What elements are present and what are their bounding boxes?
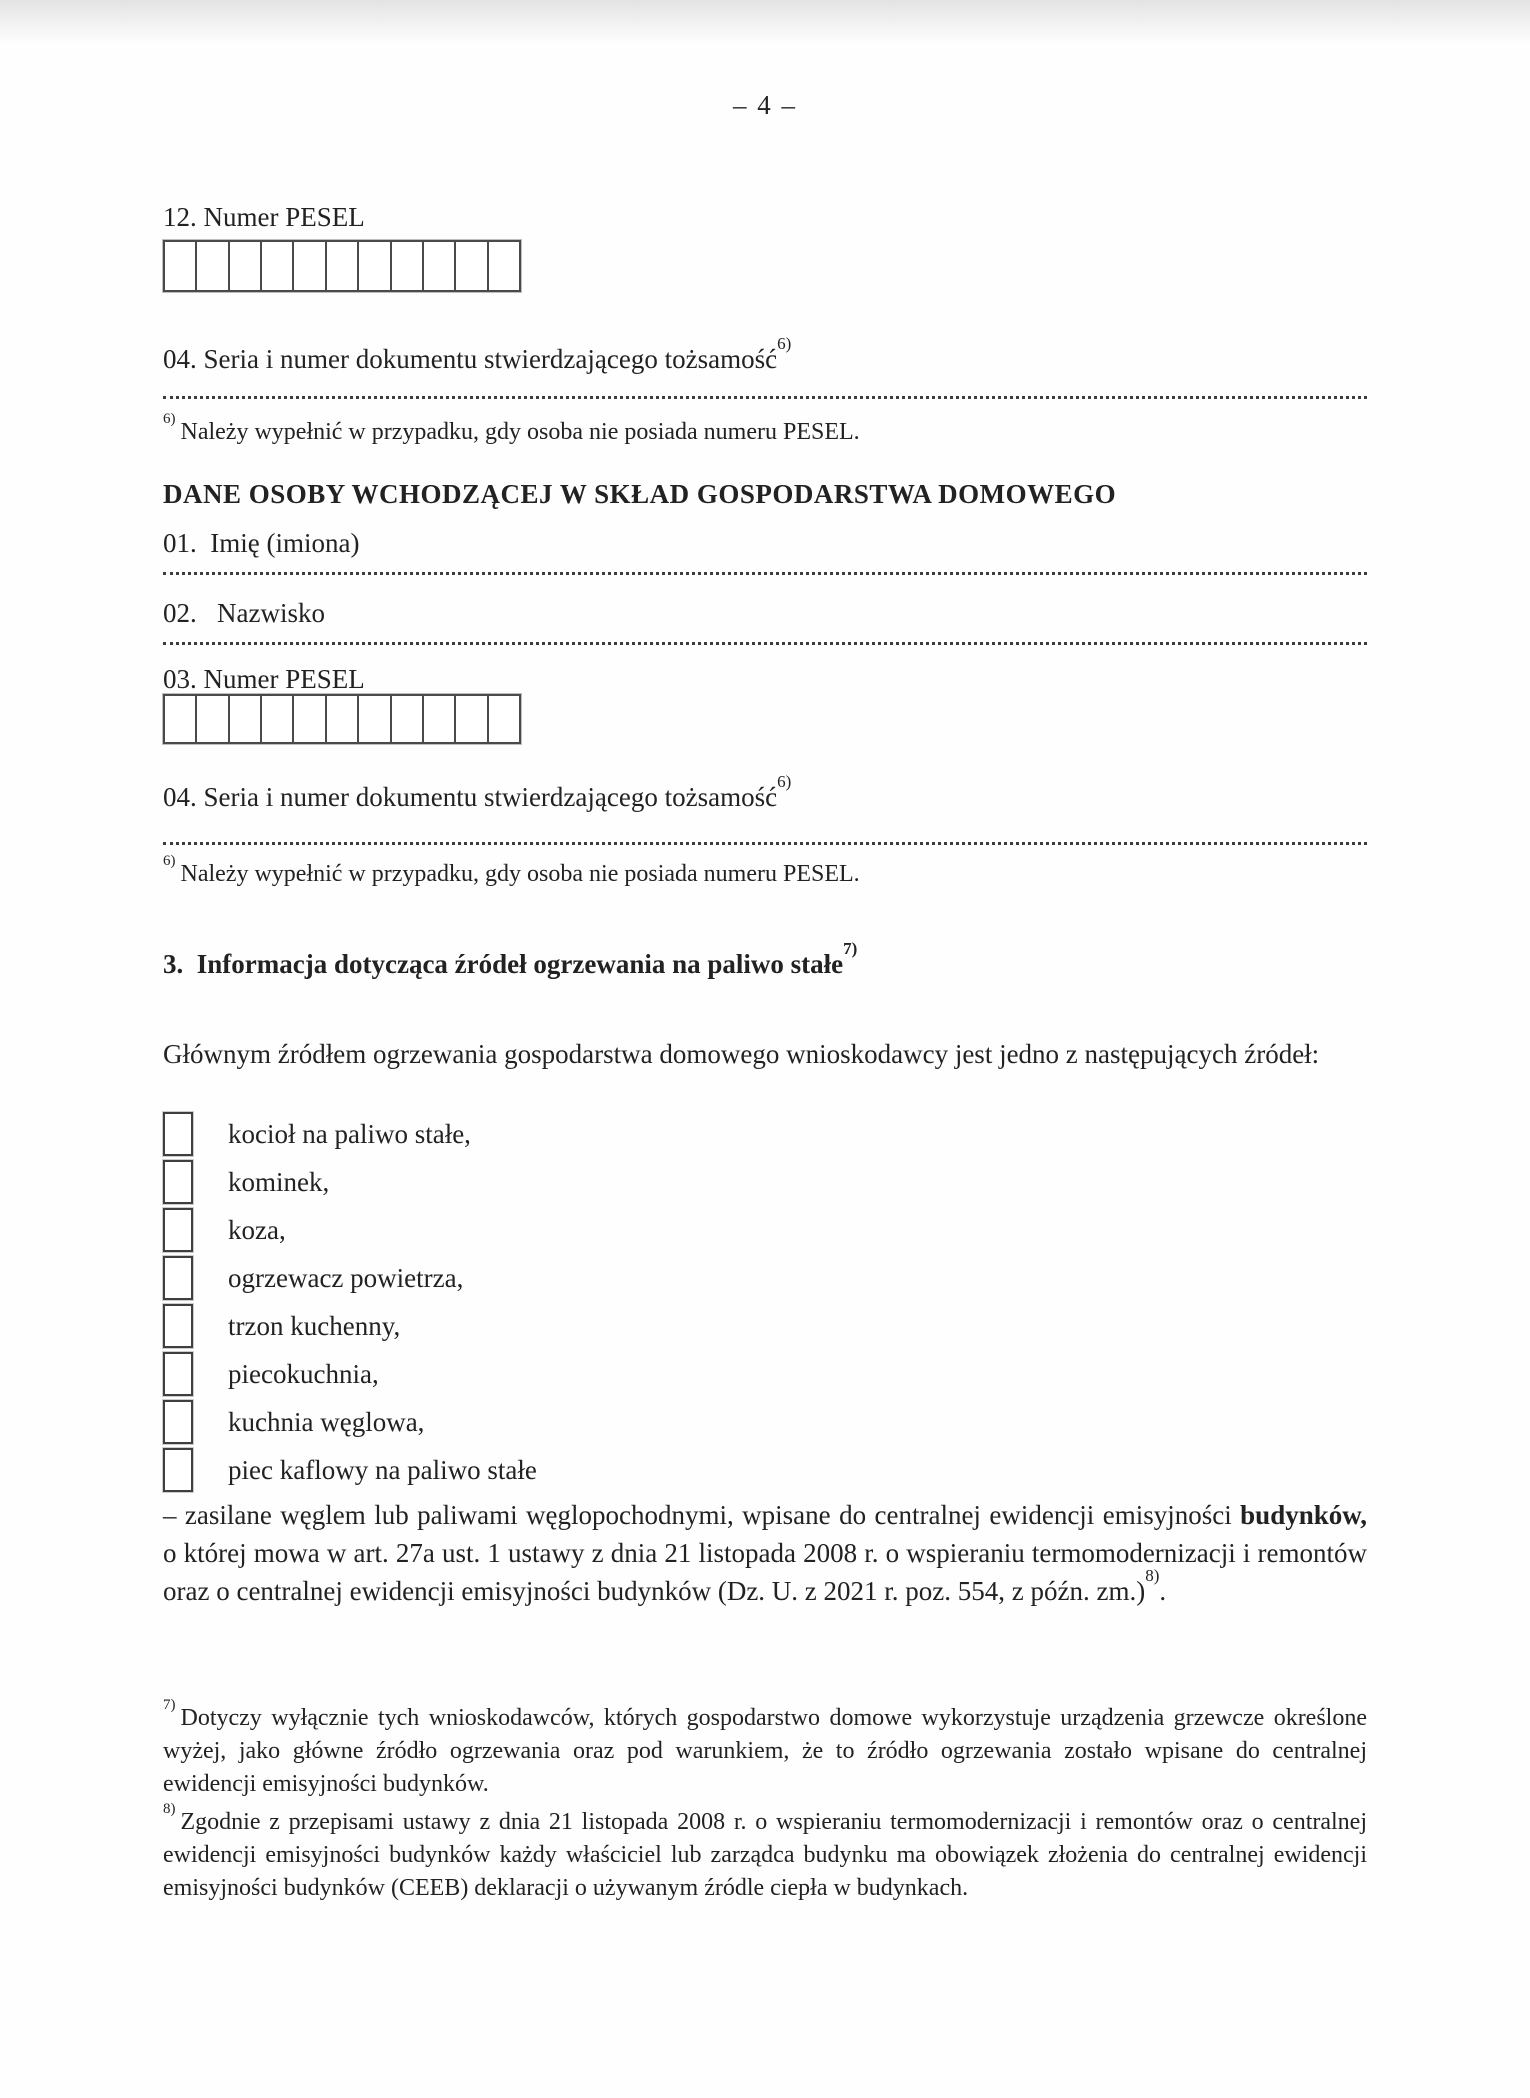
heating-source-checkbox[interactable] [163,1256,193,1300]
heating-source-checkbox[interactable] [163,1112,193,1156]
footnote-6-applicant: $^{6)}$ Należy wypełnić w przypadku, gdy osoba nie posiada numeru PESEL. [163,411,860,445]
footnote-7: $^{7)}$ Dotyczy wyłącznie tych wnioskodawców, których gospodarstwo domowe wykorzystuje urządzenia grzewcze określone wyżej, jako główne źródło ogrzewania oraz pod warunkiem, że to źródło ogrzewania zostało wpisane do centralnej ewidencji emisyjności budynków. [163,1697,1367,1797]
pesel-cell[interactable] [262,696,294,742]
pesel-cell[interactable] [165,242,197,290]
heating-source-label: kuchnia węglowa, [228,1407,425,1437]
pesel-cell[interactable] [424,242,456,290]
pesel-cell[interactable] [294,242,326,290]
pesel-cell[interactable] [294,696,326,742]
applicant-doc-id-answer-line[interactable] [163,396,1367,399]
pesel-cell[interactable] [392,242,424,290]
heating-source-checkbox[interactable] [163,1160,193,1204]
member-pesel-label: 03. Numer PESEL [163,664,365,694]
pesel-cell[interactable] [392,696,424,742]
heating-source-label: kominek, [228,1167,330,1197]
footnote-6-marker: 6) [163,411,176,427]
heating-intro-paragraph: Głównym źródłem ogrzewania gospodarstwa domowego wnioskodawcy jest jedno z następujących źródeł: [163,1039,1320,1069]
footnote-ref-7: 7) [843,939,858,958]
pesel-cell[interactable] [165,696,197,742]
last-name-answer-line[interactable] [163,642,1367,645]
pesel-grid-applicant [163,240,521,292]
footnote-ref-8: 8) [1145,1566,1160,1585]
first-name-answer-line[interactable] [163,572,1367,575]
page-number: – 4 – [733,90,797,120]
footnote-7-marker: 7) [163,1697,176,1713]
heating-closing-paragraph: – zasilane węglem lub paliwami węglopochodnymi, wpisane do centralnej ewidencji emisyjności budynków, o której mowa w art. 27a ust. 1 ustawy z dnia 21 listopada 2008 r. o wspieraniu termomodernizacji i remontów oraz o centralnej ewidencji emisyjności budynków (Dz. U. z 2021 r. poz. 554, z późn. zm.)$^{8)}$. [163,1500,1367,1606]
heating-source-option [163,1446,1367,1494]
pesel-cell[interactable] [197,696,229,742]
heating-source-checkbox[interactable] [163,1400,193,1444]
last-name-label: 02. Nazwisko [163,598,325,628]
footnote-ref-6: 6) [777,772,792,791]
applicant-pesel-label: 12. Numer PESEL [163,202,365,232]
pesel-cell[interactable] [359,696,391,742]
pesel-cell[interactable] [456,242,488,290]
pesel-cell[interactable] [197,242,229,290]
heating-source-label: trzon kuchenny, [228,1311,401,1341]
member-doc-id-label: 04. Seria i numer dokumentu stwierdzającego tożsamość$^{6)}$ [163,772,792,812]
heating-source-option [163,1254,1367,1302]
household-member-heading: DANE OSOBY WCHODZĄCEJ W SKŁAD GOSPODARSTWA DOMOWEGO [163,479,1117,509]
footnote-ref-6: 6) [777,334,792,353]
heating-source-label: piecokuchnia, [228,1359,379,1389]
heating-source-label: ogrzewacz powietrza, [228,1263,464,1293]
pesel-cell[interactable] [230,696,262,742]
pesel-cell[interactable] [230,242,262,290]
pesel-cell[interactable] [359,242,391,290]
heating-section-heading: 3. Informacja dotycząca źródeł ogrzewania na paliwo stałe$^{7)}$ [163,939,858,979]
applicant-doc-id-label: 04. Seria i numer dokumentu stwierdzającego tożsamość$^{6)}$ [163,334,792,374]
heating-source-checkbox[interactable] [163,1352,193,1396]
heating-source-option [163,1398,1367,1446]
pesel-cell[interactable] [489,242,519,290]
footnote-6-marker: 6) [163,853,176,869]
pesel-cell[interactable] [456,696,488,742]
heating-source-checkbox[interactable] [163,1304,193,1348]
page-top-shadow [0,0,1530,42]
pesel-cell[interactable] [327,696,359,742]
heating-source-label: piec kaflowy na paliwo stałe [228,1455,537,1485]
heating-source-checkbox[interactable] [163,1208,193,1252]
pesel-cell[interactable] [489,696,519,742]
pesel-cell[interactable] [327,242,359,290]
pesel-cell[interactable] [424,696,456,742]
heating-source-label: kocioł na paliwo stałe, [228,1119,471,1149]
heating-source-option [163,1206,1367,1254]
heating-source-label: koza, [228,1215,286,1245]
heating-source-checkbox[interactable] [163,1448,193,1492]
heating-source-option [163,1110,1367,1158]
first-name-label: 01. Imię (imiona) [163,528,360,558]
heating-source-option [163,1158,1367,1206]
footnote-6-member: $^{6)}$ Należy wypełnić w przypadku, gdy osoba nie posiada numeru PESEL. [163,853,860,887]
pesel-cell[interactable] [262,242,294,290]
pesel-grid-household-member [163,694,521,744]
heating-source-option [163,1350,1367,1398]
footnote-8-marker: 8) [163,1801,176,1817]
bold-word-budynkow: budynków, [1240,1500,1367,1530]
footnote-8: $^{8)}$ Zgodnie z przepisami ustawy z dnia 21 listopada 2008 r. o wspieraniu termomodernizacji i remontów oraz o centralnej ewidencji emisyjności budynków każdy właściciel lub zarządca budynku ma obowiązek złożenia do centralnej ewidencji emisyjności budynków (CEEB) deklaracji o używanym źródle ciepła w budynkach. [163,1801,1367,1901]
member-doc-id-answer-line[interactable] [163,842,1367,845]
heating-source-option [163,1302,1367,1350]
heating-source-options [163,1110,1367,1494]
